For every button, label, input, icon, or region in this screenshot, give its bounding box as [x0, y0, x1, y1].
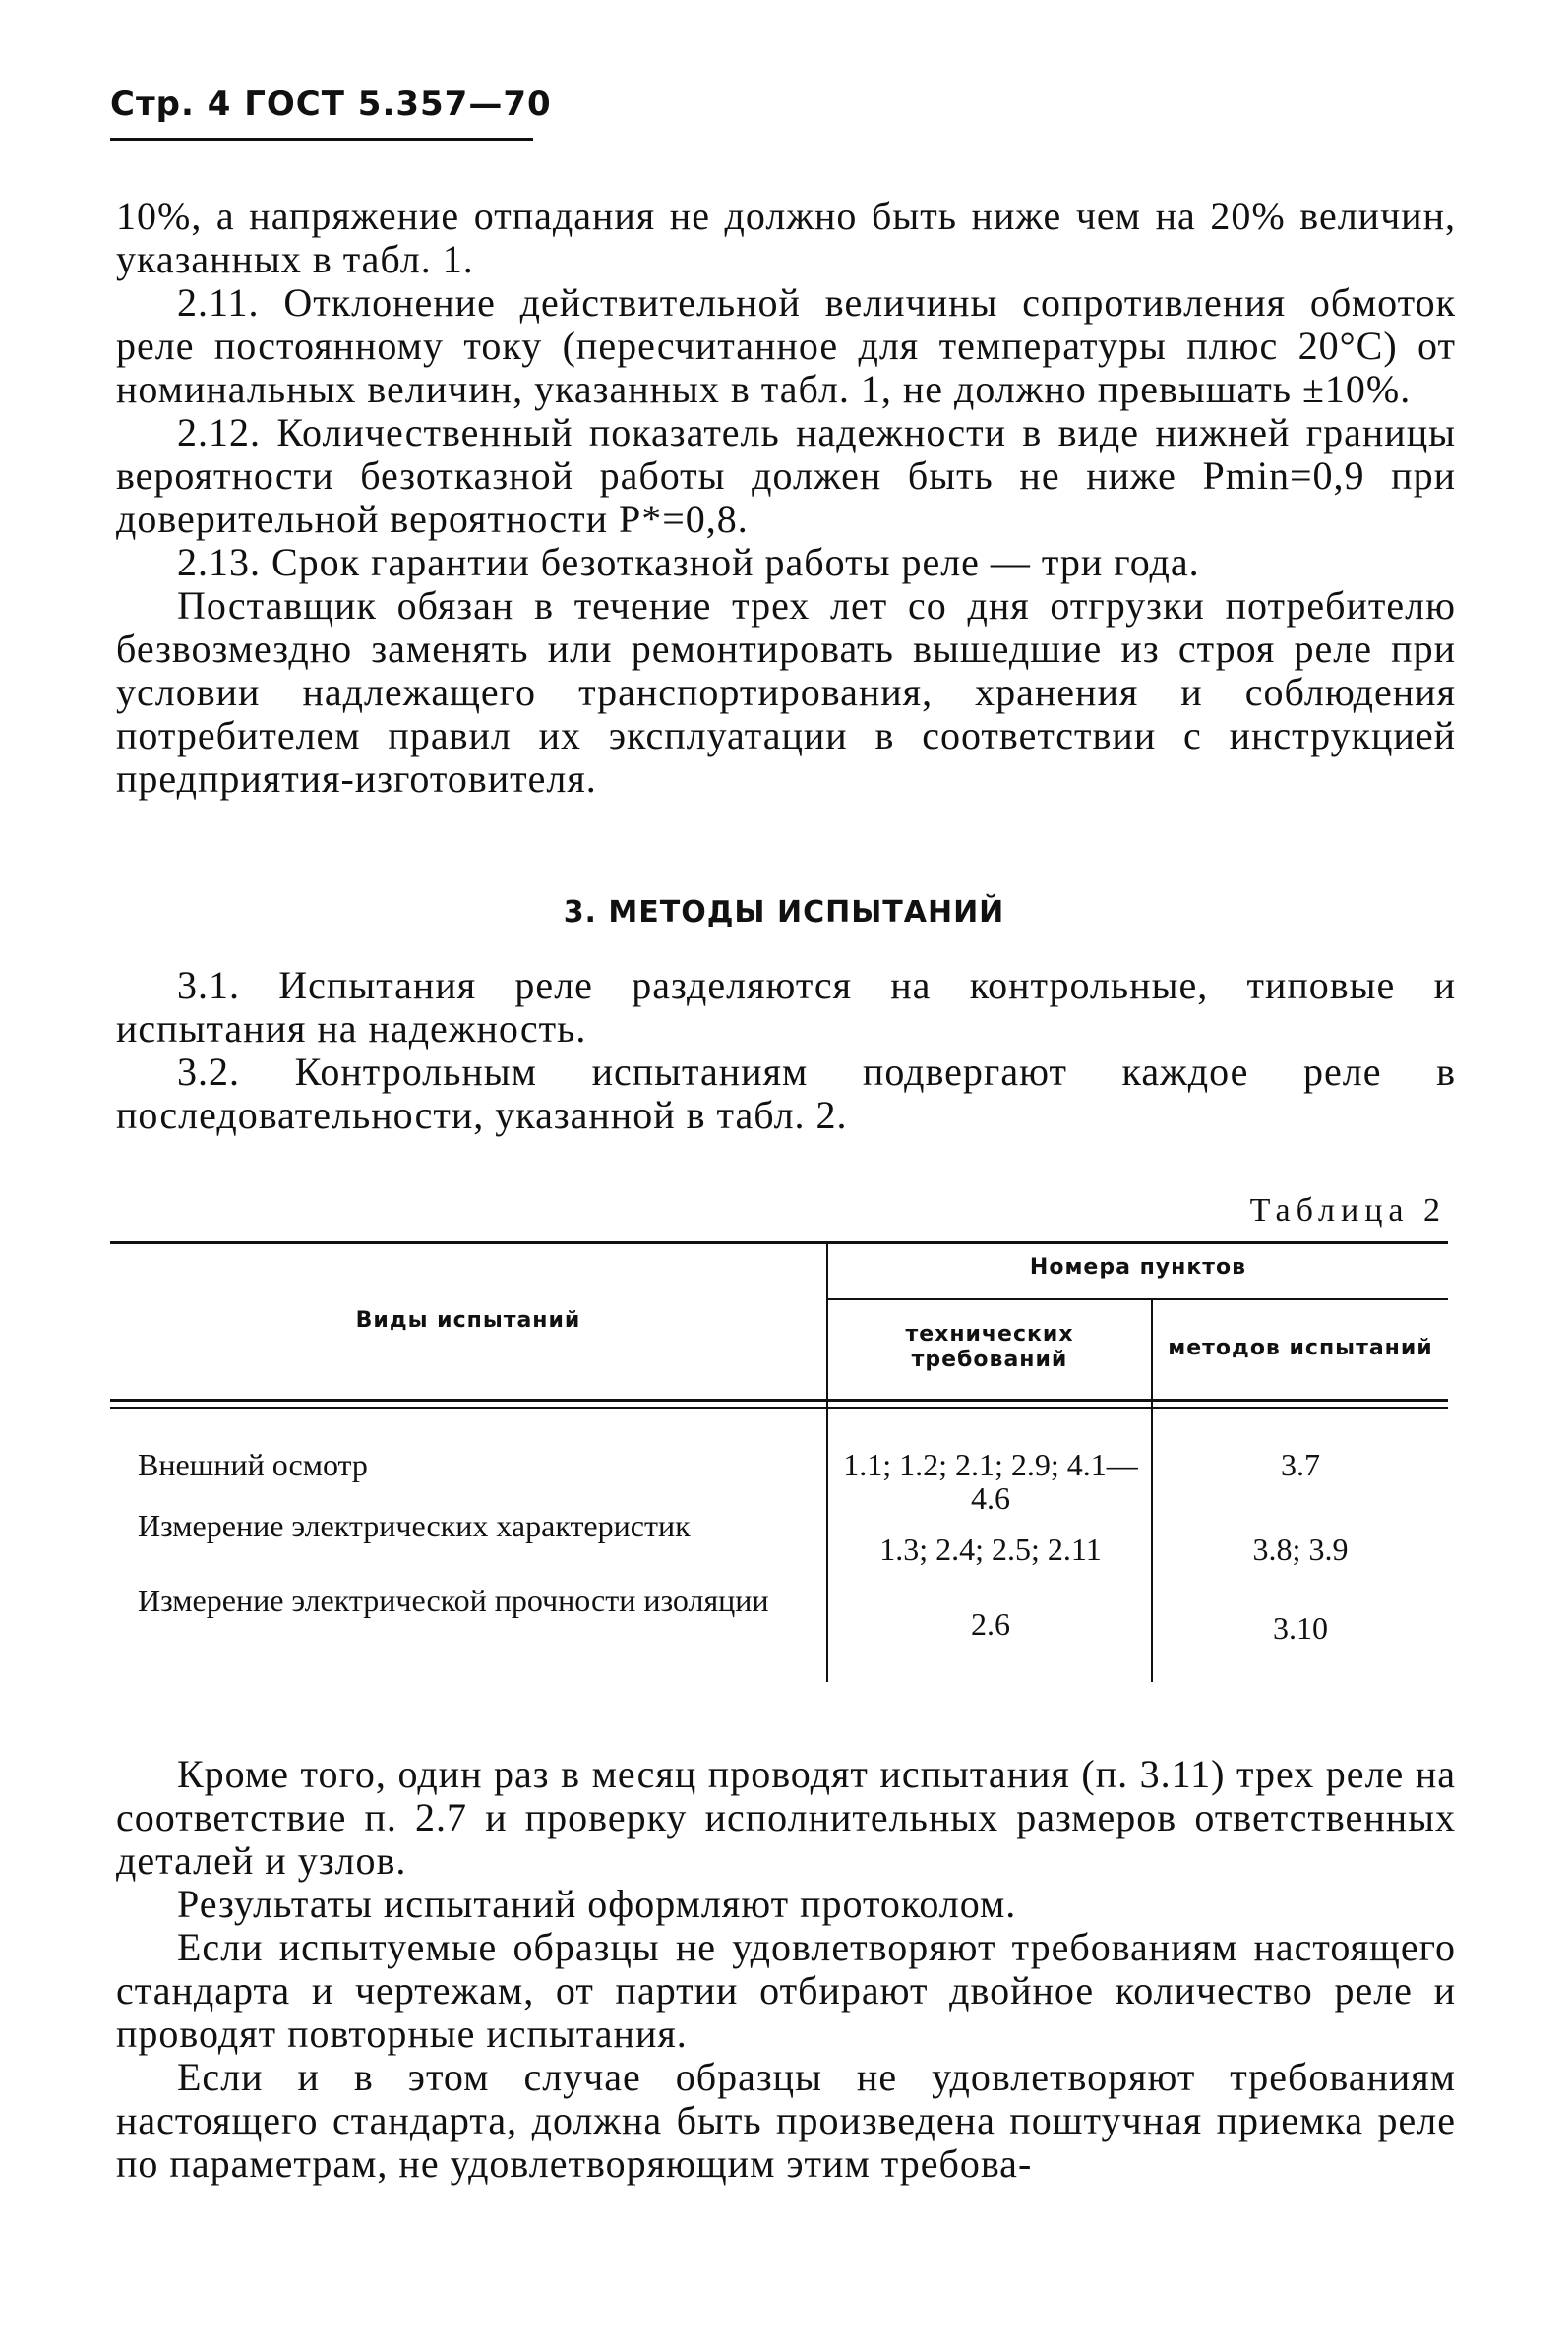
section-title: 3. МЕТОДЫ ИСПЫТАНИЙ: [563, 895, 1005, 930]
paragraph-continuation: 10%, а напряжение отпадания не должно быть ниже чем на 20% величин, указанных в табл. 1.: [116, 194, 1456, 281]
table-column-divider: [826, 1241, 828, 1682]
text-block-additional: [116, 1753, 1456, 2186]
paragraph-repeat-tests: Если испытуемые образцы не удовлетворяют требованиям настоящего стандарта и чертежам, от партии отбирают двойное количество реле и проводят повторные испытания.: [116, 1925, 1456, 2056]
table-label: Таблица 2: [1249, 1192, 1446, 1229]
table-cell-name: Измерение электрической прочности изоляции: [138, 1583, 769, 1618]
table-subheader-rule: [828, 1298, 1448, 1300]
tests-table: [110, 1241, 1448, 1684]
paragraph-2-12: 2.12. Количественный показатель надежности в виде нижней границы вероятности безотказной работы должен быть не ниже Pmin=0,9 при доверительной вероятности P*=0,8.: [116, 410, 1456, 541]
column-header-types: Виды испытаний: [355, 1308, 581, 1333]
column-header-methods: методов испытаний: [1168, 1336, 1433, 1360]
paragraph-2-11: 2.11. Отклонение действительной величины сопротивления обмоток реле постоянному току (пересчитанное для температуры плюс 20°С) от номинальных величин, указанных в табл. 1, не должно превышать ±10%.: [116, 280, 1456, 411]
table-cell-methods: 3.8; 3.9: [1252, 1532, 1349, 1567]
column-header-tech: технических требований: [905, 1322, 1074, 1372]
table-cell-tech: 2.6: [971, 1606, 1010, 1642]
paragraph-piece-acceptance: Если и в этом случае образцы не удовлетворяют требованиям настоящего стандарта, должна быть произведена поштучная приемка реле по параметрам, не удовлетворяющим этим требова-: [116, 2055, 1456, 2186]
table-cell-name: Измерение электрических характеристик: [138, 1508, 691, 1543]
paragraph-3-2: 3.2. Контрольным испытаниям подвергают каждое реле в последовательности, указанной в табл. 2.: [116, 1050, 1456, 1137]
paragraph-protocol: Результаты испытаний оформляют протоколом.: [177, 1882, 1017, 1926]
header-rule: [110, 138, 533, 141]
page-header: Стр. 4 ГОСТ 5.357—70: [110, 85, 552, 124]
table-cell-tech: 1.1; 1.2; 2.1; 2.9; 4.1—4.6: [843, 1447, 1138, 1516]
paragraph-2-13: 2.13. Срок гарантии безотказной работы реле — три года.: [177, 540, 1200, 584]
table-header-rule: [110, 1407, 1448, 1409]
paragraph-3-1: 3.1. Испытания реле разделяются на контрольные, типовые и испытания на надежность.: [116, 963, 1456, 1051]
table-cell-methods: 3.7: [1281, 1447, 1320, 1482]
table-cell-tech: 1.3; 2.4; 2.5; 2.11: [879, 1532, 1102, 1567]
table-cell-name: Внешний осмотр: [138, 1447, 368, 1482]
table-header-rule: [110, 1399, 1448, 1402]
column-group-header: Номера пунктов: [1029, 1255, 1247, 1280]
table-cell-methods: 3.10: [1273, 1610, 1328, 1646]
text-block-methods: [116, 964, 1456, 1137]
table-top-rule: [110, 1241, 1448, 1244]
paragraph-supplier: Поставщик обязан в течение трех лет со дня отгрузки потребителю безвозмездно заменять или ремонтировать вышедшие из строя реле при условии надлежащего транспортирования, хранения и соблюдения потребителем правил их эксплуатации в соответствии с инструкцией предприятия-изготовителя.: [116, 583, 1456, 801]
text-block-requirements: [116, 195, 1456, 801]
paragraph-monthly-tests: Кроме того, один раз в месяц проводят испытания (п. 3.11) трех реле на соответствие п. 2.7 и проверку исполнительных размеров ответственных деталей и узлов.: [116, 1752, 1456, 1883]
